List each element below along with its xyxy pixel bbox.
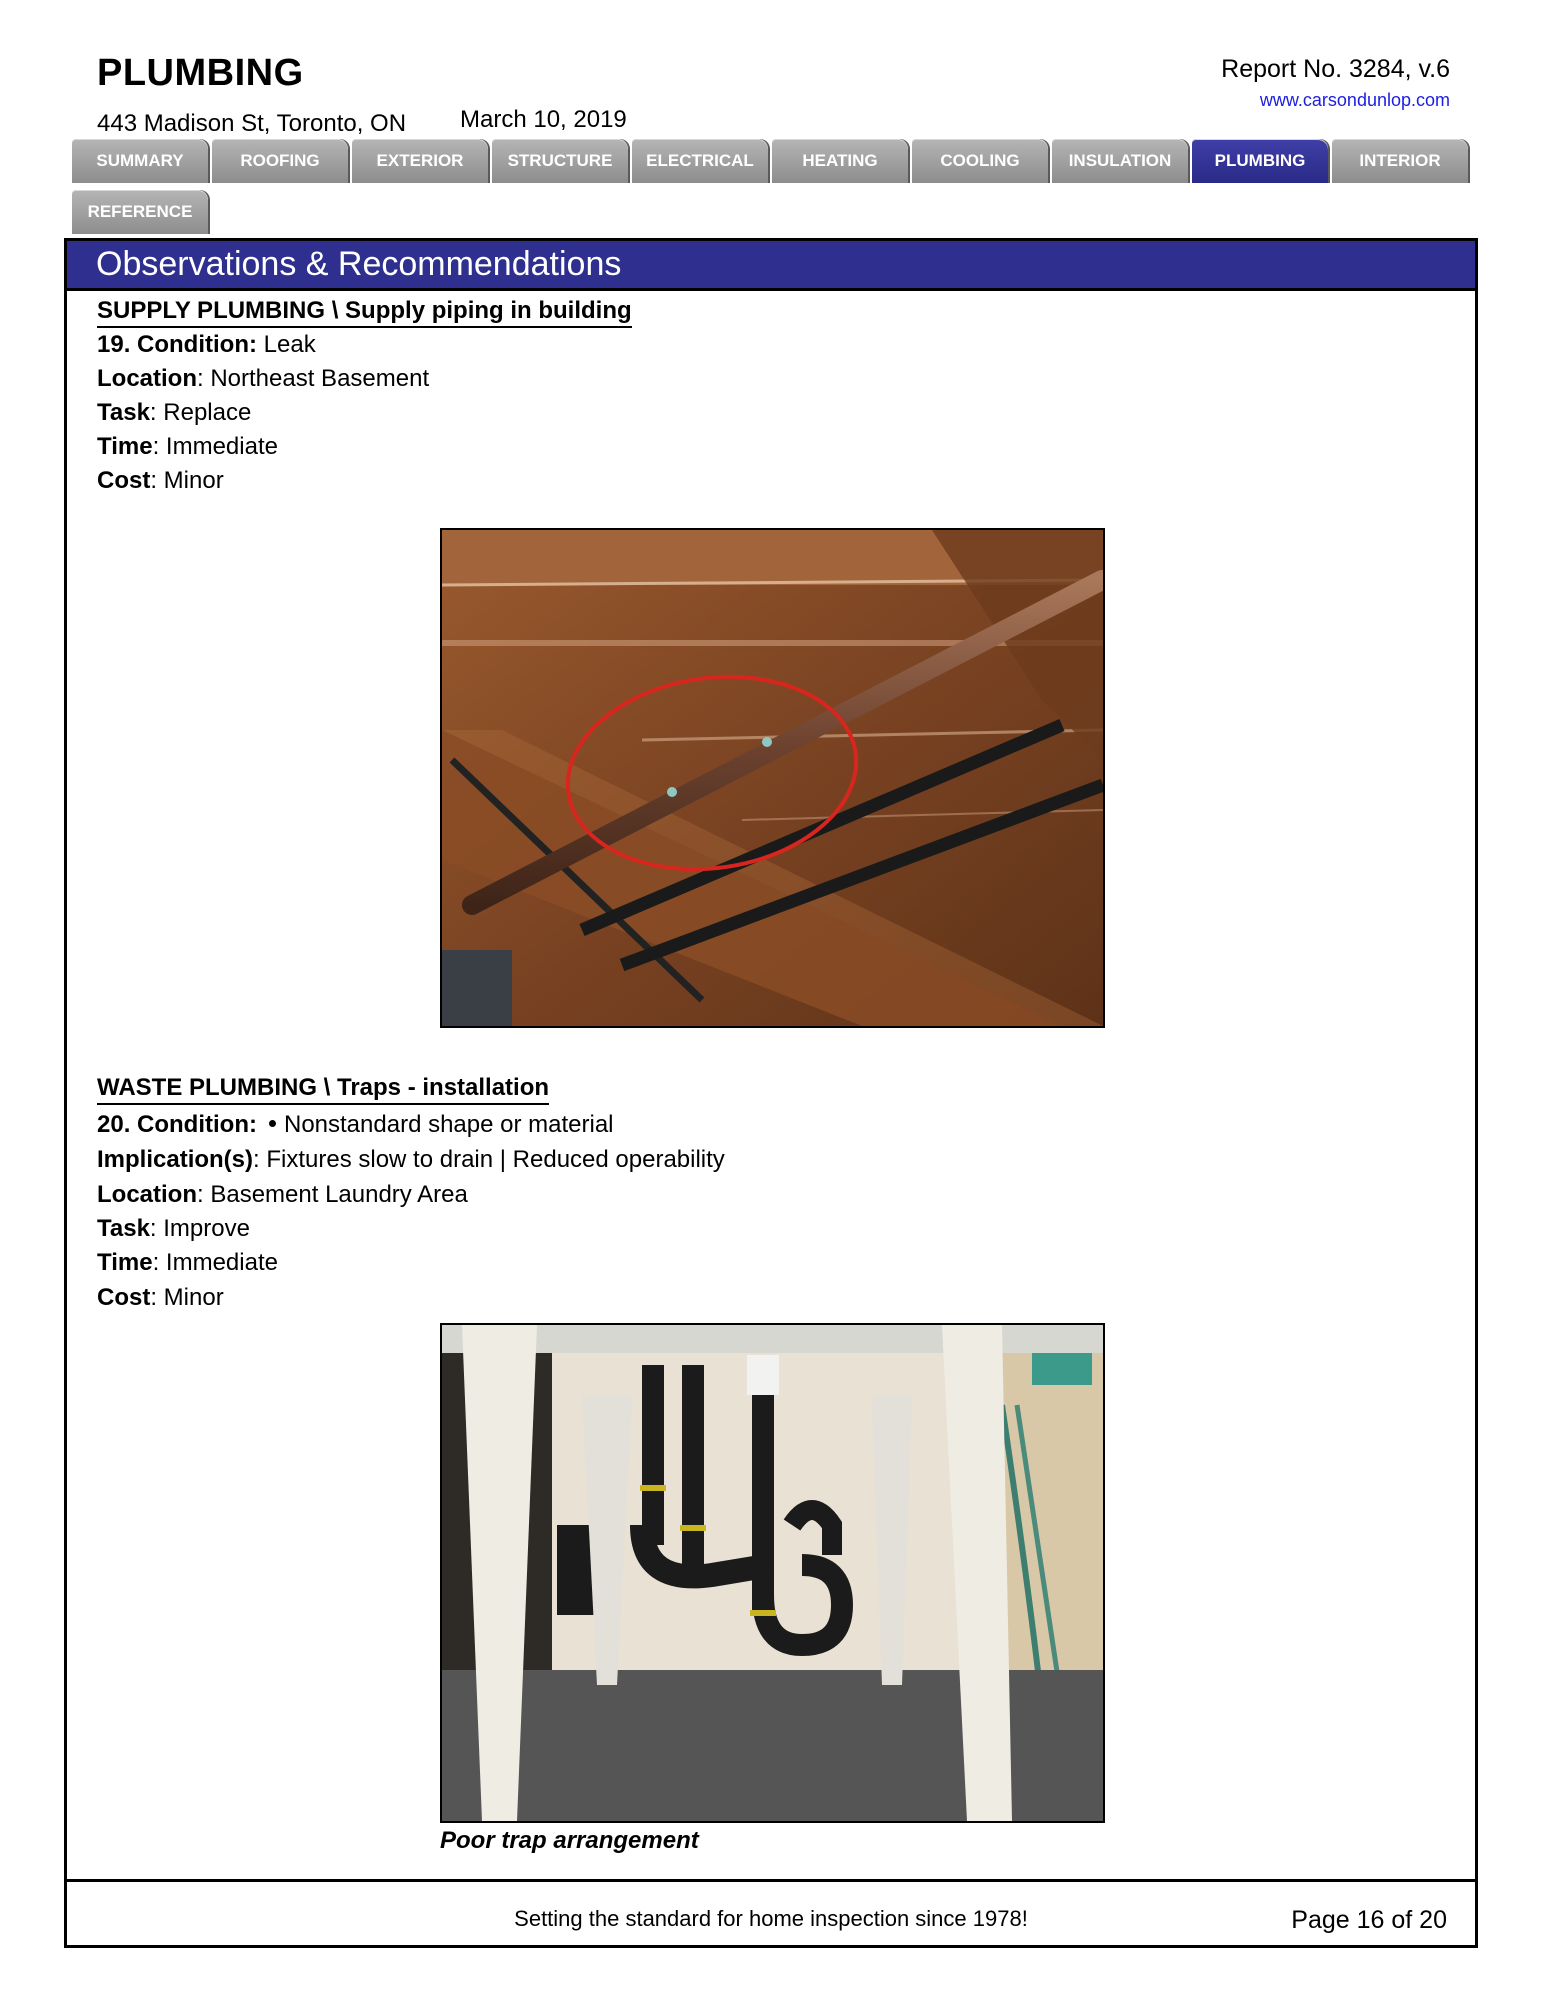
time-value: : Immediate [152, 1249, 278, 1276]
condition-line [97, 1111, 614, 1139]
time-line [97, 433, 278, 461]
report-number: Report No. 3284, v.6 [1221, 55, 1450, 83]
tab-roofing[interactable]: ROOFING [212, 139, 348, 183]
tab-electrical[interactable]: ELECTRICAL [632, 139, 768, 183]
item-heading: WASTE PLUMBING \ Traps - installation [97, 1074, 549, 1105]
item-heading: SUPPLY PLUMBING \ Supply piping in building [97, 297, 632, 328]
condition-label: 19. Condition: [97, 331, 257, 358]
condition-label: 20. Condition: [97, 1111, 257, 1138]
location-line [97, 365, 429, 393]
tab-structure[interactable]: STRUCTURE [492, 139, 628, 183]
implication-value: : Fixtures slow to drain | Reduced operability [253, 1146, 725, 1173]
page-number: Page 16 of 20 [1291, 1906, 1447, 1934]
implication-label: Implication(s) [97, 1146, 254, 1173]
tab-interior[interactable]: INTERIOR [1332, 139, 1468, 183]
location-label: Location [97, 1181, 197, 1208]
condition-line [97, 331, 316, 359]
tab-reference[interactable]: REFERENCE [72, 190, 208, 234]
page-title: PLUMBING [97, 52, 304, 94]
location-label: Location [97, 365, 197, 392]
tab-plumbing[interactable]: PLUMBING [1192, 139, 1328, 183]
task-line [97, 1215, 250, 1243]
tab-insulation[interactable]: INSULATION [1052, 139, 1188, 183]
cost-label: Cost [97, 1284, 151, 1311]
condition-value: Nonstandard shape or material [283, 1111, 614, 1138]
time-line [97, 1249, 278, 1277]
implication-line [97, 1146, 725, 1174]
cost-value: : Minor [150, 1284, 224, 1311]
laundry-trap-photo[interactable] [440, 1323, 1105, 1823]
time-label: Time [97, 433, 153, 460]
tab-summary[interactable]: SUMMARY [72, 139, 208, 183]
footer-divider [67, 1879, 1475, 1882]
inspection-date: March 10, 2019 [460, 106, 627, 133]
time-label: Time [97, 1249, 153, 1276]
property-address: 443 Madison St, Toronto, ON [97, 110, 407, 137]
time-value: : Immediate [152, 433, 278, 460]
tab-cooling[interactable]: COOLING [912, 139, 1048, 183]
condition-value: Leak [263, 331, 316, 358]
tab-heating[interactable]: HEATING [772, 139, 908, 183]
task-value: : Improve [149, 1215, 250, 1242]
footer-tagline: Setting the standard for home inspection since 1978! [514, 1906, 1028, 1931]
tab-exterior[interactable]: EXTERIOR [352, 139, 488, 183]
cost-label: Cost [97, 467, 151, 494]
photo-caption: Poor trap arrangement [440, 1827, 699, 1854]
task-line [97, 399, 251, 427]
cost-value: : Minor [150, 467, 224, 494]
location-value: : Northeast Basement [197, 365, 430, 392]
website-link[interactable]: www.carsondunlop.com [1259, 90, 1450, 110]
task-label: Task [97, 399, 150, 426]
cost-line [97, 1284, 224, 1312]
report-frame [64, 238, 1478, 1948]
location-line [97, 1181, 468, 1209]
task-label: Task [97, 1215, 150, 1242]
supply-pipe-leak-photo[interactable] [440, 528, 1105, 1028]
location-value: : Basement Laundry Area [197, 1181, 468, 1208]
task-value: : Replace [149, 399, 252, 426]
bullet-icon [269, 1120, 276, 1127]
cost-line [97, 467, 224, 495]
section-title-bar: Observations & Recommendations [67, 241, 1475, 291]
